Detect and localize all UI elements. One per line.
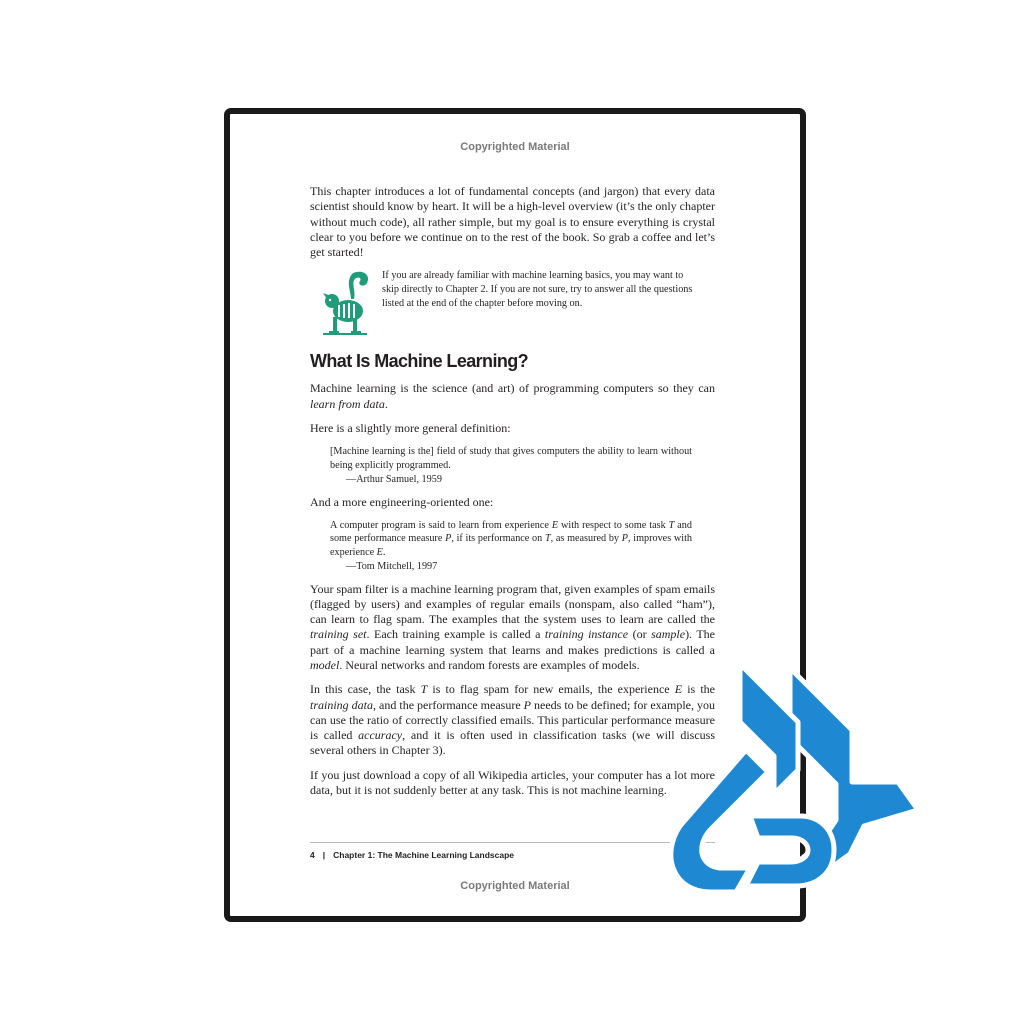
tip-note [310, 269, 715, 337]
copyright-header: Copyrighted Material [460, 141, 570, 153]
chapter-title: Chapter 1: The Machine Learning Landscape [333, 850, 515, 860]
page-footer [310, 850, 514, 860]
mitchell-quote-text: A computer program is said to learn from experience E with respect to some task T and some performance measure P, if its performance on T, as measured by P, improves with experience E. [330, 519, 692, 558]
mitchell-quote [330, 519, 692, 574]
lemur-icon [323, 269, 373, 337]
engineering-definition-intro: And a more engineering-oriented one: [310, 494, 494, 509]
samuel-quote [330, 445, 692, 486]
spam-filter-paragraph: Your spam filter is a machine learning program that, given examples of spam emails (flagged by users) and examples of regular emails (nonspam, also called “ham”), can learn to flag spam. The examples that the system uses to learn are called the training set. Each training example is called a training instance (or sample). The part of a machine learning system that learns and makes predictions is called a model. Neural networks and random forests are examples of models. [310, 581, 715, 672]
definition-end: . [384, 396, 388, 411]
tip-text: If you are already familiar with machine learning basics, you may want to skip directly to Chapter 2. If you are not sure, try to answer all the questions listed at the end of the chapter before moving on. [382, 270, 693, 309]
task-experience-paragraph: In this case, the task T is to flag spam for new emails, the experience E is the training data, and the performance measure P needs to be defined; for example, you can use the ratio of correctly classified emails. This particular performance measure is called accuracy, and it is often used in classification tasks (we will discuss several others in Chapter 3). [310, 682, 715, 758]
general-definition-intro: Here is a slightly more general definition: [310, 421, 511, 436]
samuel-attribution: —Arthur Samuel, 1959 [346, 474, 442, 486]
definition-emphasis: learn from data [310, 396, 385, 411]
samuel-quote-text: [Machine learning is the] field of study that gives computers the ability to learn without being explicitly programmed. [330, 446, 692, 471]
intro-paragraph: This chapter introduces a lot of fundamental concepts (and jargon) that every data scientist should know by heart. It will be a high-level overview (it’s the only chapter without much code), all rather simple, but my goal is to ensure everything is crystal clear to you before we continue on to the rest of the book. So grab a coffee and let’s get started! [310, 184, 715, 260]
mitchell-attribution: —Tom Mitchell, 1997 [346, 561, 438, 573]
definition-text: Machine learning is the science (and art) of programming computers so they can [310, 381, 715, 396]
copyright-footer: Copyrighted Material [460, 880, 570, 892]
page-number: 4 [310, 850, 315, 860]
footer-separator: | [322, 850, 326, 860]
definition-paragraph [310, 381, 715, 412]
section-heading: What Is Machine Learning? [310, 351, 529, 372]
wikipedia-paragraph: If you just download a copy of all Wikipedia articles, your computer has a lot more data, but it is not suddenly better at any task. This is not machine learning. [310, 767, 715, 798]
publisher-logo [650, 660, 922, 916]
